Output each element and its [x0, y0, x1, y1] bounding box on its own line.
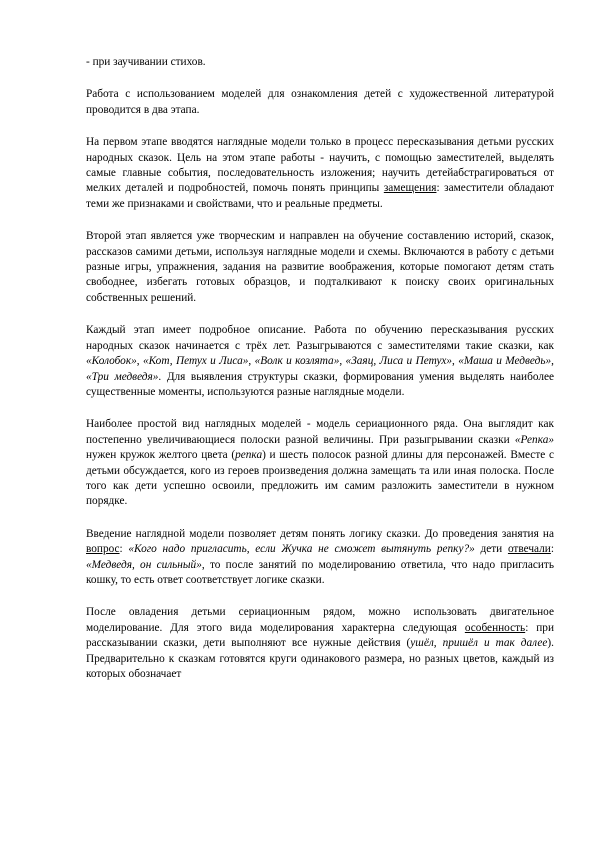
paragraph-first-stage: На первом этапе вводятся наглядные модели только в процесс пересказывания детьми русских народных сказок. Цель на этом этапе работы - научить, с помощью заместителей, выделять самые главные события, последовательность изложения; научить детейабстрагироваться от мелких деталей и подробностей, помочь понять принципы замещения: заместители обладают теми же признаками и свойствами, что и реальные предметы.: [86, 136, 554, 210]
paragraph-seriation-model: Наиболее простой вид наглядных моделей - модель сериационного ряда. Она выглядит как постепенно увеличивающиеся полоски разной величины. При разыгрывании сказки «Репка» нужен кружок желтого цвета (репка) и шесть полосок разной длины для персонажей. Вместе с детьми обсуждается, кого из героев произведения должна замещать та или иная полоска. После того как дети успешно освоили, предложить им самим разложить заместители в нужном порядке.: [86, 418, 554, 508]
paragraph-motor-modeling: После овладения детьми сериационным рядом, можно использовать двигательное моделирование. Для этого вида моделирования характерна следующая особенность: при рассказывании сказки, дети выполняют все нужные действия (ушёл, пришёл и так далее). Предварительно к сказкам готовятся круги одинакового размера, но разных цветов, каждый из которых обозначает: [86, 606, 554, 680]
paragraph-model-logic: Введение наглядной модели позволяет детям понять логику сказки. До проведения занятия на вопрос: «Кого надо пригласить, если Жучка не сможет вытянуть репку?» дети отвечали: «Медведя, он сильный», то после занятий по моделированию ответила, что надо пригласить кошку, то есть ответ соответствует логике сказки.: [86, 527, 554, 586]
paragraph-stage-description: Каждый этап имеет подробное описание. Работа по обучению пересказывания русских народных сказок начинается с трёх лет. Разыгрываются с заместителями такие сказки, как «Колобок», «Кот, Петух и Лиса», «Волк и козлята», «Заяц, Лиса и Петух», «Маша и Медведь», «Три медведя». Для выявления структуры сказки, формирования умения выделять наиболее существенные моменты, используются разные наглядные модели.: [86, 324, 554, 398]
paragraph-two-stages: Работа с использованием моделей для ознакомления детей с художественной литературой проводится в два этапа.: [86, 88, 554, 116]
document-page: [86, 55, 554, 699]
paragraph-poems: - при заучивании стихов.: [86, 56, 206, 68]
paragraph-second-stage: Второй этап является уже творческим и направлен на обучение составлению историй, сказок, рассказов самими детьми, используя наглядные модели и схемы. Включаются в работу с детьми разные игры, упражнения, задания на развитие воображения, которые помогают детям стать свободнее, избегать готовых образцов, и подталкивают к поиску своих оригинальных собственных решений.: [86, 230, 554, 304]
